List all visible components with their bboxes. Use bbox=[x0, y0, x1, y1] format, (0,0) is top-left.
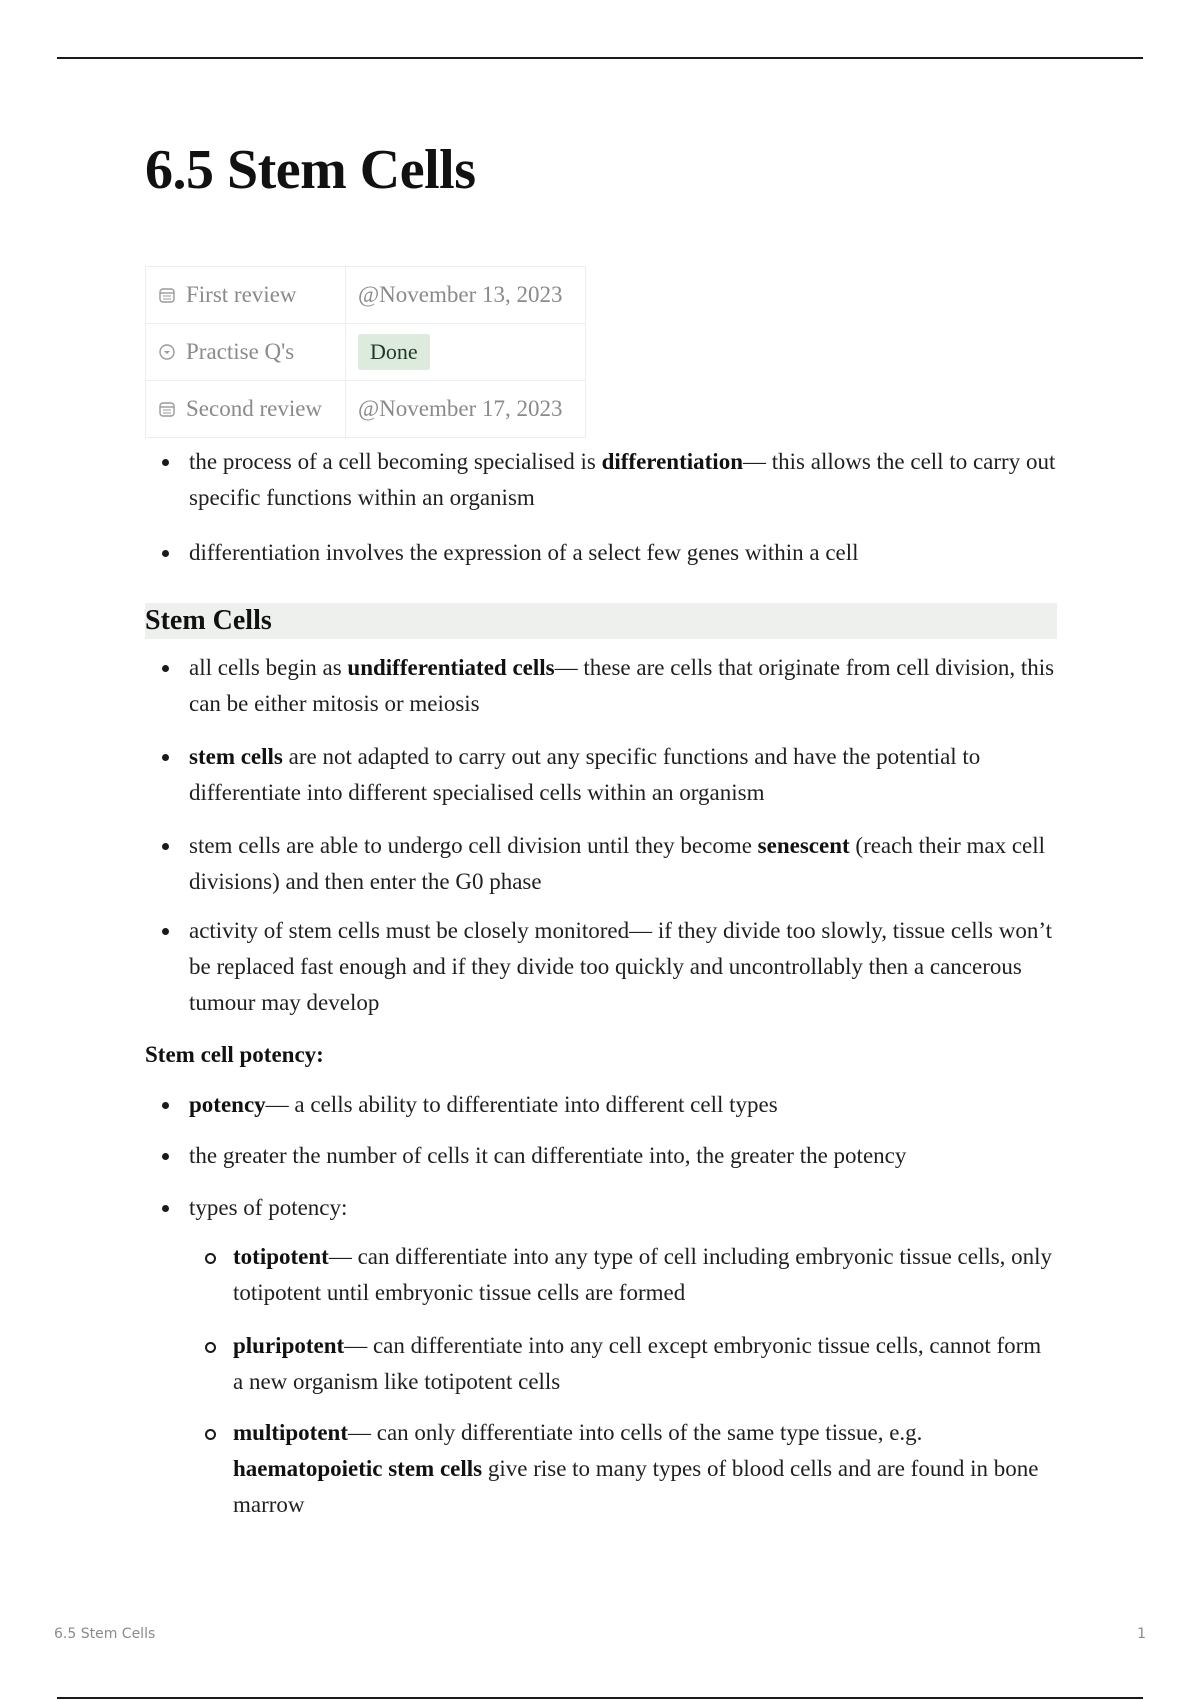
potency-heading: Stem cell potency: bbox=[145, 1042, 324, 1067]
page-number: 1 bbox=[1137, 1626, 1146, 1642]
property-value[interactable]: @November 13, 2023 bbox=[346, 267, 586, 324]
footer-title: 6.5 Stem Cells bbox=[54, 1626, 156, 1642]
calendar-icon bbox=[158, 400, 176, 418]
list-item: potency— a cells ability to differentiate into different cell types bbox=[145, 1087, 1057, 1123]
property-row bbox=[146, 381, 586, 438]
property-key: Practise Q's bbox=[146, 324, 346, 381]
list-item: activity of stem cells must be closely monitored— if they divide too slowly, tissue cells won’t be replaced fast enough and if they divide too quickly and uncontrollably then a cancerous tumour may develop bbox=[145, 913, 1057, 1021]
property-row bbox=[146, 267, 586, 324]
sub-list-item: totipotent— can differentiate into any type of cell including embryonic tissue cells, only totipotent until embryonic tissue cells are formed bbox=[145, 1239, 1057, 1311]
page-title: 6.5 Stem Cells bbox=[145, 139, 476, 201]
property-value[interactable] bbox=[346, 324, 586, 381]
property-key: First review bbox=[146, 267, 346, 324]
status-icon bbox=[158, 343, 176, 361]
list-item: types of potency: bbox=[145, 1190, 1057, 1226]
sub-list-item: pluripotent— can differentiate into any cell except embryonic tissue cells, cannot form a new organism like totipotent cells bbox=[145, 1328, 1057, 1400]
bottom-rule bbox=[57, 1697, 1143, 1699]
property-key: Second review bbox=[146, 381, 346, 438]
property-row bbox=[146, 324, 586, 381]
list-item: the greater the number of cells it can differentiate into, the greater the potency bbox=[145, 1138, 1057, 1174]
calendar-icon bbox=[158, 286, 176, 304]
list-item: all cells begin as undifferentiated cells— these are cells that originate from cell division, this can be either mitosis or meiosis bbox=[145, 650, 1057, 722]
list-item: stem cells are able to undergo cell division until they become senescent (reach their max cell divisions) and then enter the G0 phase bbox=[145, 828, 1057, 900]
section-heading: Stem Cells bbox=[145, 603, 1057, 639]
list-item: differentiation involves the expression of a select few genes within a cell bbox=[145, 535, 1057, 571]
properties-table bbox=[145, 266, 586, 438]
status-badge[interactable]: Done bbox=[358, 334, 430, 370]
sub-list-item: multipotent— can only differentiate into cells of the same type tissue, e.g. haematopoietic stem cells give rise to many types of blood cells and are found in bone marrow bbox=[145, 1415, 1057, 1523]
list-item: the process of a cell becoming specialised is differentiation— this allows the cell to carry out specific functions within an organism bbox=[145, 444, 1057, 516]
property-value[interactable]: @November 17, 2023 bbox=[346, 381, 586, 438]
list-item: stem cells are not adapted to carry out any specific functions and have the potential to differentiate into different specialised cells within an organism bbox=[145, 739, 1057, 811]
top-rule bbox=[57, 57, 1143, 59]
